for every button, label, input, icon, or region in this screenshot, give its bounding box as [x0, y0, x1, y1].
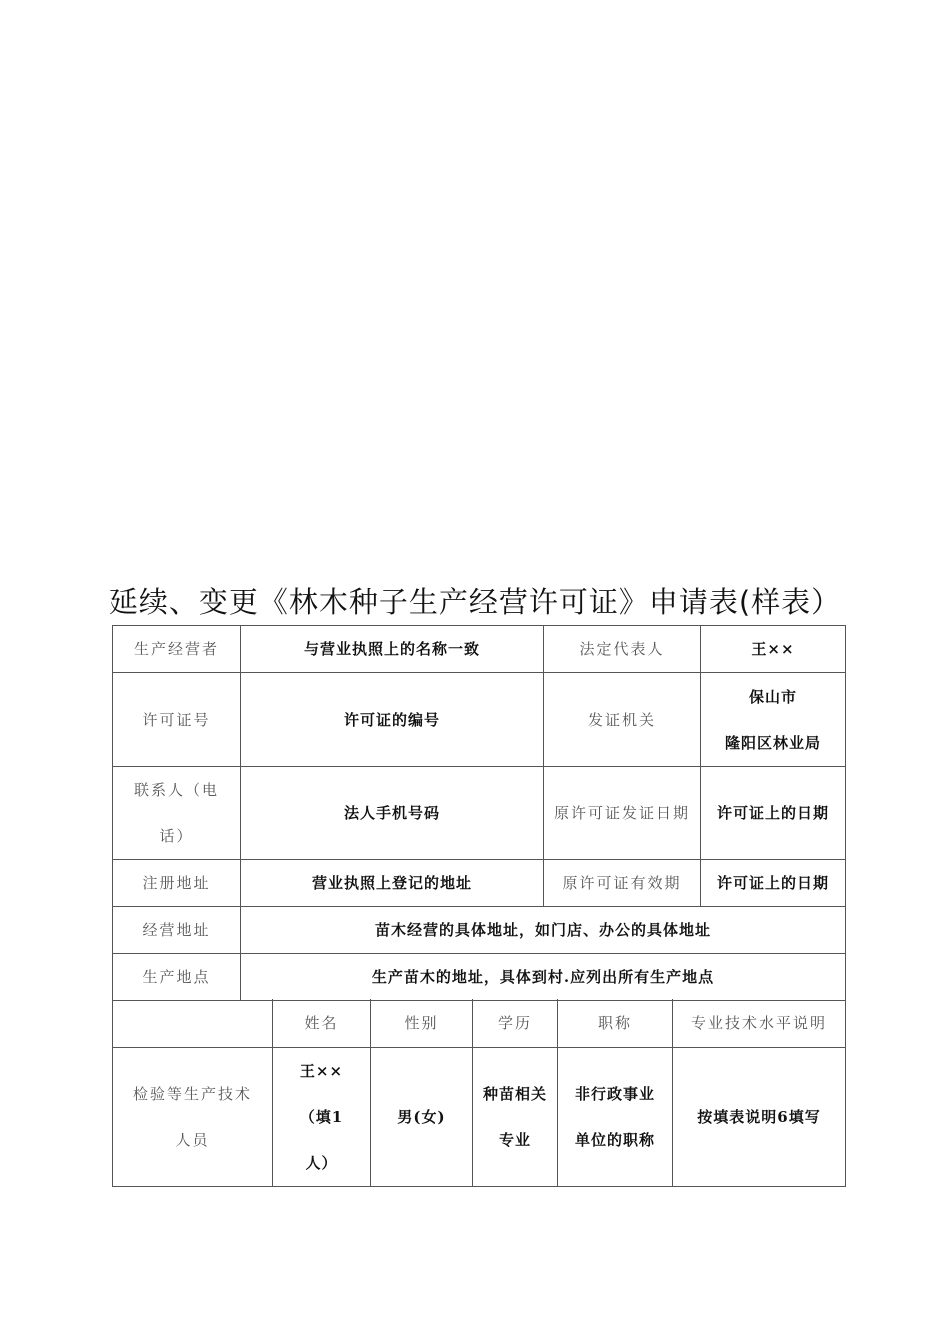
license-no-label: 许可证号 [113, 673, 241, 767]
staff-title-line2: 单位的职称 [574, 1130, 655, 1149]
staff-row [113, 1047, 846, 1186]
orig-issue-date-value: 许可证上的日期 [701, 767, 846, 860]
issuer-value-line1: 保山市 [748, 687, 797, 706]
staff-name-line1: 王×× [299, 1061, 344, 1080]
staff-name-line2: （填1 [299, 1107, 344, 1126]
legal-rep-value: 王×× [701, 626, 846, 673]
staff-header-note: 专业技术水平说明 [673, 999, 846, 1047]
orig-issue-date-label: 原许可证发证日期 [544, 767, 701, 860]
staff-row-label-line2: 人员 [175, 1130, 210, 1149]
license-no-value: 许可证的编号 [241, 673, 544, 767]
contact-value: 法人手机号码 [241, 767, 544, 860]
prod-site-label: 生产地点 [113, 954, 241, 1001]
row-biz-address [113, 907, 846, 954]
staff-education-line1: 种苗相关 [482, 1084, 547, 1103]
issuer-label: 发证机关 [544, 673, 701, 767]
staff-name [273, 1047, 371, 1186]
row-contact [113, 767, 846, 860]
staff-row-label-line1: 检验等生产技术 [132, 1084, 252, 1103]
staff-title-line1: 非行政事业 [574, 1084, 655, 1103]
form-title: 延续、变更《林木种子生产经营许可证》申请表(样表） [108, 585, 842, 619]
row-reg-address [113, 860, 846, 907]
row-producer [113, 626, 846, 673]
reg-address-value: 营业执照上登记的地址 [241, 860, 544, 907]
staff-gender: 男(女) [371, 1047, 473, 1186]
staff-row-label [113, 1047, 273, 1186]
staff-name-line3: 人） [305, 1153, 338, 1172]
row-license [113, 673, 846, 767]
contact-label [113, 767, 241, 860]
staff-title [558, 1047, 673, 1186]
staff-header-title: 职称 [558, 999, 673, 1047]
staff-education-line2: 专业 [498, 1130, 531, 1149]
staff-education [473, 1047, 558, 1186]
staff-header-name: 姓名 [273, 999, 371, 1047]
staff-header-blank [113, 999, 273, 1047]
producer-label: 生产经营者 [113, 626, 241, 673]
biz-address-label: 经营地址 [113, 907, 241, 954]
row-prod-site [113, 954, 846, 1001]
orig-valid-value: 许可证上的日期 [701, 860, 846, 907]
legal-rep-label: 法定代表人 [544, 626, 701, 673]
staff-table [112, 999, 846, 1187]
orig-valid-label: 原许可证有效期 [544, 860, 701, 907]
reg-address-label: 注册地址 [113, 860, 241, 907]
staff-header-row [113, 999, 846, 1047]
staff-note: 按填表说明6填写 [673, 1047, 846, 1186]
producer-value: 与营业执照上的名称一致 [241, 626, 544, 673]
prod-site-value: 生产苗木的地址，具体到村.应列出所有生产地点 [241, 954, 846, 1001]
staff-header-education: 学历 [473, 999, 558, 1047]
contact-label-line2: 话） [159, 827, 194, 845]
staff-header-gender: 性别 [371, 999, 473, 1047]
issuer-value-line2: 隆阳区林业局 [724, 733, 821, 752]
issuer-value [701, 673, 846, 767]
application-form-table [112, 625, 846, 1001]
contact-label-line1: 联系人（电 [133, 781, 219, 799]
biz-address-value: 苗木经营的具体地址，如门店、办公的具体地址 [241, 907, 846, 954]
